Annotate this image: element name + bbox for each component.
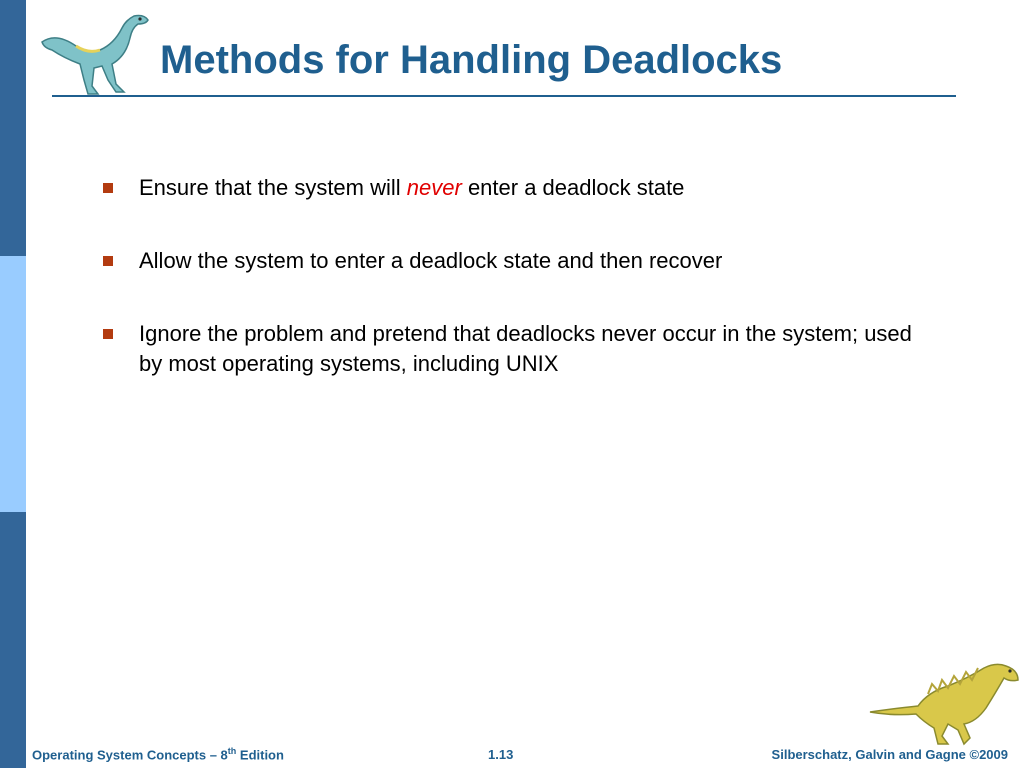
bullet-list <box>100 173 940 422</box>
footer-authors: Silberschatz, Galvin and Gagne ©2009 <box>771 747 1008 762</box>
dinosaur-bottom-icon <box>868 658 1020 748</box>
footer-book-title: Operating System Concepts – 8th Edition <box>32 745 284 762</box>
bullet-text: Allow the system to enter a deadlock state and then recover <box>139 248 723 273</box>
bullet-text: Ignore the problem and pretend that deadlocks never occur in the system; used by most operating systems, including UNIX <box>139 321 912 376</box>
dinosaur-top-icon <box>36 6 156 98</box>
bullet-text: Ensure that the system will <box>139 175 407 200</box>
footer-page-number: 1.13 <box>488 747 514 762</box>
bullet-item <box>100 173 940 203</box>
square-bullet-icon <box>103 329 113 339</box>
square-bullet-icon <box>103 256 113 266</box>
bullet-item <box>100 319 940 379</box>
bullet-text: enter a deadlock state <box>461 175 685 200</box>
sidebar-band-bottom <box>0 512 26 768</box>
sidebar-band-middle <box>0 256 26 512</box>
title-underline <box>52 95 956 97</box>
bullet-item <box>100 246 940 276</box>
square-bullet-icon <box>103 183 113 193</box>
sidebar-band-top <box>0 0 26 256</box>
slide-title: Methods for Handling Deadlocks <box>160 38 783 82</box>
bullet-emphasis: never <box>406 175 462 200</box>
